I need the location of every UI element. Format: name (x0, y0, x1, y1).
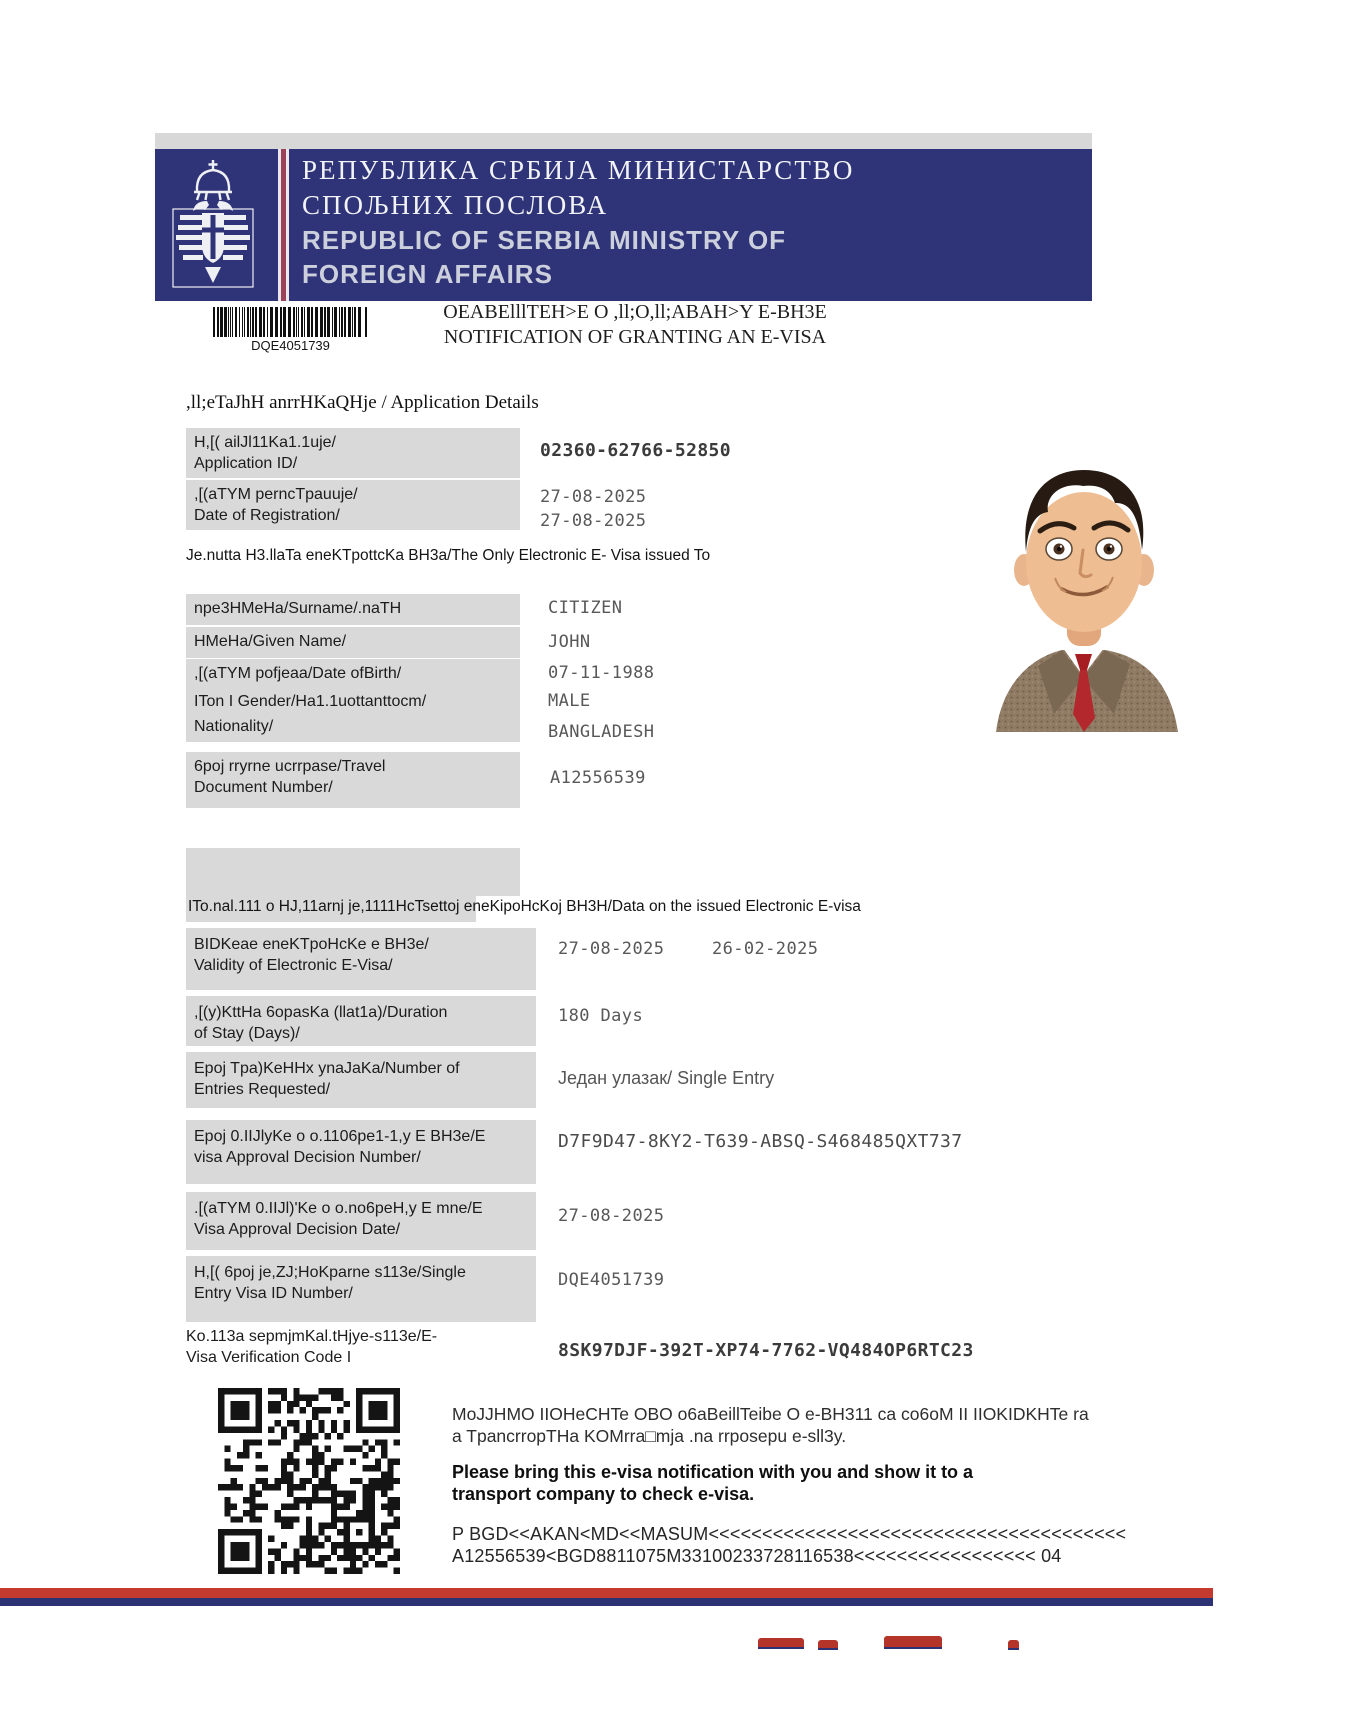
label-line-2: Validity of Electronic E-Visa/ (194, 957, 393, 974)
ministry-title-block (302, 153, 854, 291)
field-registration-date (186, 480, 520, 530)
ministry-title-english-2: FOREIGN AFFAIRS (302, 259, 553, 289)
field-duration-of-stay (186, 996, 536, 1046)
barcode-value: DQE4051739 (251, 338, 330, 353)
label-line-1: HMeHa/Given Name/ (194, 633, 347, 650)
value-travel-document-number: A12556539 (550, 768, 646, 788)
cropped-red-fragment-2 (818, 1640, 838, 1650)
application-details-heading: ,ll;eTaJhH anrrHKaQHje / Application Details (186, 392, 539, 413)
value-entries-requested: Један улазак/ Single Entry (558, 1068, 775, 1088)
label-line-1: ,[(aTYM pofjeaa/Date ofBirth/ (194, 665, 402, 682)
label-line-1: 6poj rryrne ucrrpase/Travel (194, 758, 386, 775)
notice-cyrillic-line1: MoJJHMO IIOHeCHTe OBO o6aBeillTeibe O e-BH311 ca co6oM II IIOKIDKHTe ra (452, 1404, 1089, 1424)
value-single-entry-visa-id: DQE4051739 (558, 1270, 665, 1290)
value-approval-decision-date: 27-08-2025 (558, 1206, 665, 1226)
serbia-coat-of-arms-icon (167, 157, 259, 293)
value-duration-of-stay: 180 Days (558, 1006, 644, 1026)
value-validity-to: 26-02-2025 (712, 939, 819, 959)
field-single-entry-visa-id (186, 1256, 536, 1322)
label-line-1: H,[( ailJl11Ka1.1uje/ (194, 434, 336, 451)
label-line-1: Epoj 0.IIJlyKe o o.1106pe1-1,y E BH3e/E (194, 1128, 486, 1145)
section-spacer-box (186, 848, 520, 896)
label-line-2: Date of Registration/ (194, 507, 340, 524)
value-registration-date-2: 27-08-2025 (540, 511, 647, 531)
label-line-2: Visa Verification Code I (186, 1349, 352, 1366)
field-application-id (186, 428, 520, 478)
value-verification-code: 8SK97DJF-392T-XP74-7762-VQ484OP6RTC23 (558, 1340, 974, 1361)
mrz-line2: A12556539<BGD8811075M33100233728116538<<<<<<<<<<<<<<<<< 04 (452, 1546, 1062, 1566)
value-registration-date-1: 27-08-2025 (540, 487, 647, 507)
value-date-of-birth: 07-11-1988 (548, 663, 655, 683)
label-line-2: Entry Visa ID Number/ (194, 1285, 353, 1302)
ministry-title-cyrillic-1: РЕПУБЛИКА СРБИЈА МИНИСТАРСТВО (302, 155, 855, 185)
barcode-icon (213, 307, 368, 337)
label-line-1: Ko.113a sepmjmKal.tHjye-s113e/E- (186, 1328, 438, 1345)
label-line-2: visa Approval Decision Number/ (194, 1149, 421, 1166)
label-line-2: Document Number/ (194, 779, 333, 796)
issued-to-heading: Je.nutta H3.llaTa eneKTpottcKa BH3a/The Only Electronic E- Visa issued To (186, 547, 711, 564)
data-section-heading: ITo.nal.111 o HJ,11arnj je,1111HcTsettoj eneKipoHcKoj BH3H/Data on the issued Electronic E-visa (188, 898, 861, 915)
label-line-1: ,[(aTYM perncTpauuje/ (194, 486, 358, 503)
notice-english-line1: Please bring this e-visa notification with you and show it to a (452, 1462, 974, 1482)
footer-stripe-navy (0, 1598, 1213, 1606)
value-given-name: JOHN (548, 632, 591, 652)
header-banner (155, 149, 1092, 301)
label-line-2: of Stay (Days)/ (194, 1025, 300, 1042)
cropped-red-fragment-1 (758, 1638, 804, 1649)
value-validity-from: 27-08-2025 (558, 939, 665, 959)
field-entries-requested (186, 1052, 536, 1108)
field-approval-decision-number (186, 1120, 536, 1184)
mrz-line1: P BGD<<AKAN<MD<<MASUM<<<<<<<<<<<<<<<<<<<<<<<<<<<<<<<<<<<<<<< (452, 1524, 1127, 1544)
doc-title-english: NOTIFICATION OF GRANTING AN E-VISA (443, 326, 827, 348)
label-line-1: BIDKeae eneKTpoHcKe e BH3e/ (194, 936, 429, 953)
field-nationality (186, 712, 520, 742)
label-line-1: npe3HMeHa/Surname/.naTH (194, 600, 402, 617)
field-approval-decision-date (186, 1192, 536, 1250)
value-gender: MALE (548, 691, 591, 711)
label-line-1: ITon I Gender/Ha1.1uottanttocm/ (194, 693, 427, 710)
value-nationality: BANGLADESH (548, 722, 655, 742)
ministry-title-cyrillic-2: СПОЉНИХ ПОСЛОВА (302, 190, 609, 220)
cropped-red-fragment-4 (1008, 1640, 1019, 1650)
field-given-name (186, 627, 520, 658)
value-approval-decision-number: D7F9D47-8KY2-T639-ABSQ-S468485QXT737 (558, 1131, 963, 1152)
qr-code-icon (218, 1388, 400, 1574)
value-application-id: 02360-62766-52850 (540, 440, 732, 461)
label-line-1: .[(aTYM 0.IIJl)'Ke o o.no6peH,y E mne/E (194, 1200, 483, 1217)
ministry-title-english-1: REPUBLIC OF SERBIA MINISTRY OF (302, 225, 787, 255)
field-surname (186, 594, 520, 625)
document-title (410, 300, 860, 350)
notice-english-line2: transport company to check e-visa. (452, 1484, 755, 1504)
label-line-2: Visa Approval Decision Date/ (194, 1221, 401, 1238)
notice-cyrillic-line2: a TpancrropTHa KOMrra□mja .na rrposepu e-sll3y. (452, 1426, 847, 1446)
field-date-of-birth (186, 659, 520, 690)
field-verification-code-label (186, 1326, 437, 1368)
footer-stripe-red (0, 1588, 1213, 1598)
applicant-photo (962, 420, 1205, 732)
value-surname: CITIZEN (548, 598, 623, 618)
field-travel-document-number (186, 752, 520, 808)
label-line-1: H,[( 6poj je,ZJ;HoKparne s113e/Single (194, 1264, 466, 1281)
label-line-1: ,[(y)KttHa 6opasKa (llat1a)/Duration (194, 1004, 448, 1021)
doc-title-cyrillic: OEABElllTEH>E O ,ll;O,ll;ABAH>Y E-BH3E (443, 301, 827, 323)
field-validity (186, 928, 536, 990)
banner-top-strip (155, 133, 1092, 149)
banner-divider-stripe (278, 149, 289, 301)
label-line-1: Epoj Tpa)KeHHx ynaJaKa/Number of (194, 1060, 460, 1077)
label-line-2: Application ID/ (194, 455, 298, 472)
label-line-2: Entries Requested/ (194, 1081, 331, 1098)
cropped-red-fragment-3 (884, 1636, 942, 1649)
label-line-1: Nationality/ (194, 718, 274, 735)
